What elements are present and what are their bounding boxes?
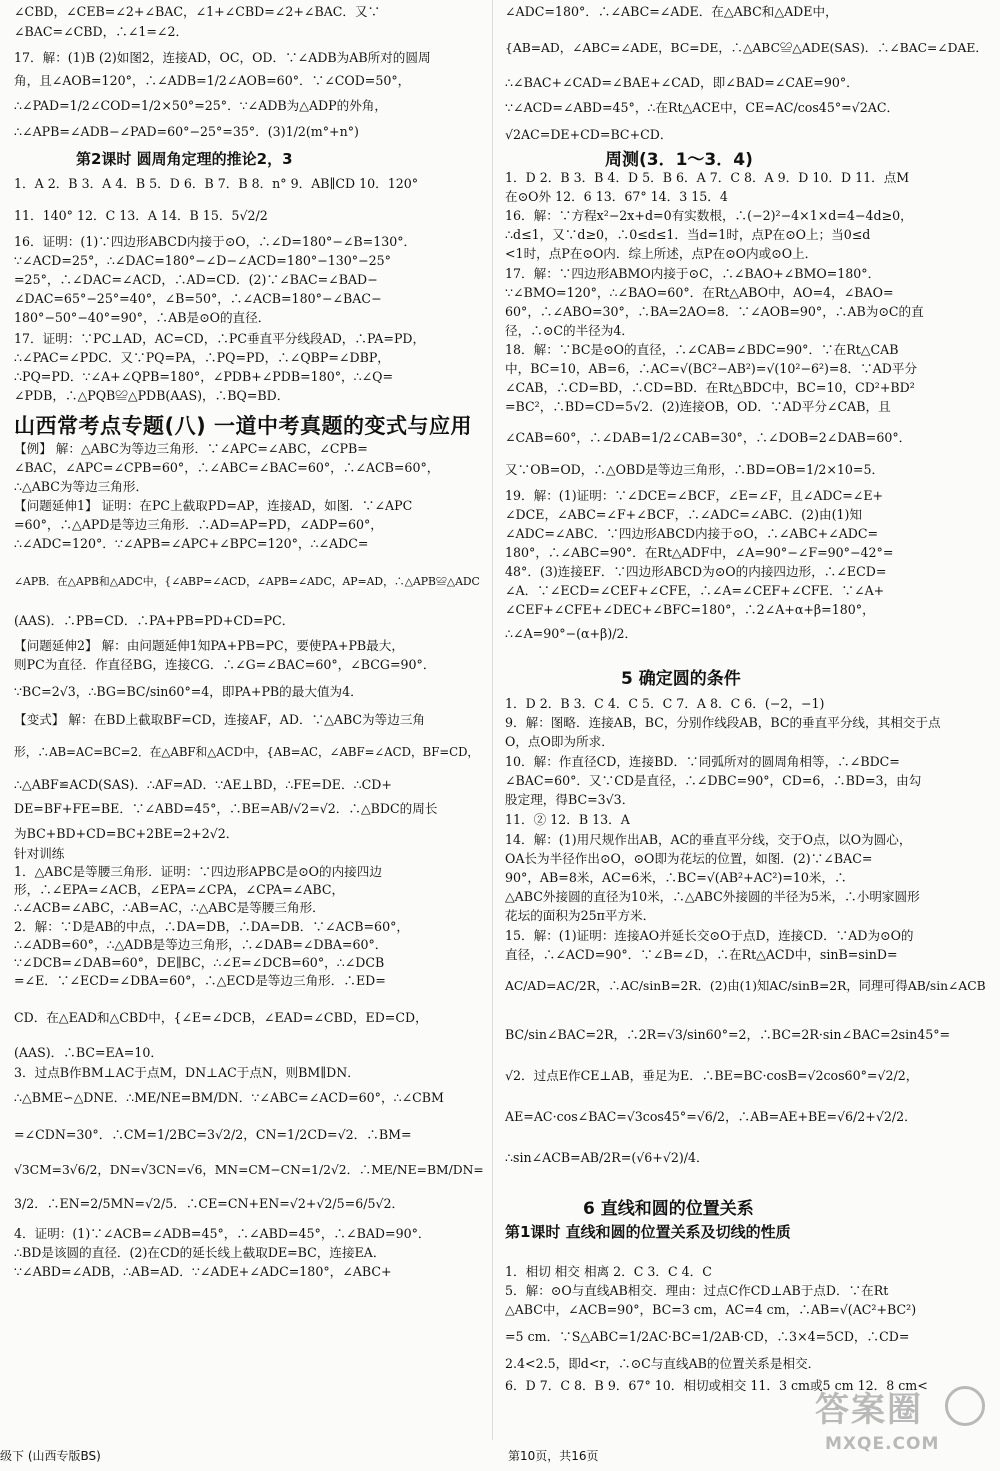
text-line: 花坛的面积为25π平方米． [505,908,656,923]
text-line: 11．② 12．B 13．A [505,812,630,827]
text-line: ∵∠DCB=∠DAB=60°，DE∥BC，∴∠E=∠DCB=60°，∴∠DCB [14,955,385,970]
text-line: ∴∠A=90°−(α+β)/2． [505,626,638,641]
text-line: 2．解：∵D是AB的中点，∴DA=DB，∴DA=DB．∵∠ACB=60°， [14,919,409,934]
text-line: ∠BAC=60°．又∵CD是直径，∴∠DBC=90°，CD=6，∴BD=3，由勾 [505,773,922,788]
text-line: ∠BAC=∠CBD，∴∠1=∠2． [14,24,189,39]
text-line: AE=AC·cos∠BAC=√3cos45°=√6/2，∴AB=AE+BE=√6/2+√2/2． [505,1109,917,1124]
text-line: 16．解：∵方程x²−2x+d=0有实数根，∴(−2)²−4×1×d=4−4d≥0， [505,208,913,223]
text-line: (AAS)．∴BC=EA=10． [14,1045,163,1060]
text-line: 股定理，得BC=3√3． [505,792,635,807]
text-line: DE=BF+FE=BE．∵∠ABD=45°，∴BE=AB/√2=√2．∴△BDC的周长 [14,801,438,816]
text-line: 90°，AB=8米，AC=6米，∴BC=√(AB²+AC²)=10米，∴ [505,870,847,885]
text-line: 【问题延伸1】 证明：在PC上截取PD=AP，连接AD，如图．∵∠APC [14,498,413,513]
text-line: 又∵OB=OD，∴△OBD是等边三角形，∴BD=OB=1/2×10=5． [505,462,885,477]
text-line: 形，∴∠EPA=∠ACB，∠EPA=∠CPA，∠CPA=∠ABC， [14,882,345,897]
text-line: =25°，∴∠DAC=∠ACD，∴AD=CD．(2)∵∠BAC=∠BAD− [14,272,378,287]
text-line: 60°，∴∠ABO=30°，∴BA=2AO=8．∵∠AOB=90°，∴AB为⊙C的直 [505,304,924,319]
text-line: ∵∠ACD=25°，∴∠DAC=180°−∠D−∠ACD=180°−130°−25° [14,253,391,268]
text-line: ∴∠ACB=∠ABC，∴AB=AC，∴△ABC是等腰三角形． [14,900,325,915]
watermark-seal-icon [945,1386,985,1426]
text-line: ∴d≤1，又∵d≥0，∴0≤d≤1．当d=1时，点P在⊙O上；当0≤d [505,227,871,242]
text-line: 3/2．∴EN=2/5MN=√2/5．∴CE=CN+EN=√2+√2/5=6/5√2． [14,1196,405,1211]
text-line: 15．解：(1)证明：连接AO并延长交⊙O于点D，连接CD．∵AD为⊙O的 [505,928,914,943]
text-line: ∠BAC，∠APC=∠CPB=60°，∴∠ABC=∠BAC=60°，∴∠ACB=60°， [14,460,440,475]
text-line: √3CM=3√6/2，DN=√3CN=√6，MN=CM−CN=1/2√2．∴ME/NE=BM/DN= [14,1163,484,1177]
text-line: <1时，点P在⊙O内．综上所述，点P在⊙O内或⊙O上． [505,246,818,261]
text-line: ∠CBD，∠CEB=∠2+∠BAC，∠1+∠CBD=∠2+∠BAC．又∵ [14,4,381,19]
section-heading: 第1课时 直线和圆的位置关系及切线的性质 [505,1223,791,1241]
text-line: ∴∠PAD=1/2∠COD=1/2×50°=25°．∵∠ADB为△ADP的外角， [14,98,387,113]
text-line: ∠PDB，∴△PQB≌△PDB(AAS)，∴BQ=BD． [14,388,290,403]
section-heading: 山西常考点专题(八) 一道中考真题的变式与应用 [14,414,473,438]
text-line: ∠CAB，∴CD=BD，∴CD=BD．在Rt△BDC中，BC=10，CD²+BD² [505,380,915,395]
text-line: =60°，∴△APD是等边三角形．∴AD=AP=PD，∠ADP=60°， [14,517,383,532]
watermark-url: MXQE.COM [825,1434,940,1454]
section-heading: 周测(3．1～3．4) [605,150,753,170]
text-line: ∠CEF+∠CFE+∠DEC+∠BFC=180°，∴2∠A+α+β=180°， [505,602,875,617]
footer-book-label: 级下 (山西专版BS) [0,1449,101,1463]
text-line: √2．过点E作CE⊥AB，垂足为E．∴BE=BC·cosB=√2cos60°=√2/2， [505,1068,919,1083]
text-line: ∠DCE，∠ABC=∠F+∠BCF，∴∠ADC=∠ABC．(2)由(1)知 [505,507,863,522]
text-line: 1．相切 相交 相离 2．C 3．C 4．C [505,1264,712,1279]
section-heading: 6 直线和圆的位置关系 [583,1199,754,1219]
text-line: △ABC中，∠ACB=90°，BC=3 cm，AC=4 cm，∴AB=√(AC²+BC²) [505,1302,917,1317]
text-line: 14．解：(1)用尺规作出AB，AC的垂直平分线，交于O点，以O为圆心， [505,832,912,847]
text-line: ∵∠ACD=∠ABD=45°，∴在Rt△ACE中，CE=AC/cos45°=√2AC． [505,100,900,115]
text-line: 16．证明：(1)∵四边形ABCD内接于⊙O，∴∠D=180°−∠B=130°． [14,234,417,249]
text-line: 针对训练 [14,846,65,861]
text-line: 11．140° 12．C 13．A 14．B 15．5√2/2 [14,208,268,223]
text-line: 6．D 7．C 8．B 9．67° 10．相切或相交 11．3 cm或5 cm 12．8 cm< [505,1378,928,1393]
text-line: =BC²，∴BD=CD=5√2．(2)连接OB，OD．∵AD平分∠CAB，且 [505,399,891,414]
text-line: ∠CAB=60°，∴∠DAB=1/2∠CAB=30°，∴∠DOB=2∠DAB=60°． [505,430,912,445]
text-line: OA长为半径作出⊙O，⊙O即为花坛的位置，如图．(2)∵∠BAC= [505,851,873,866]
text-line: 1．D 2．B 3．B 4．D 5．B 6．A 7．C 8．A 9．D 10．D 11．点M [505,170,910,185]
text-line: ∴∠ADB=60°，∴△ADB是等边三角形，∴∠DAB=∠DBA=60°． [14,937,388,952]
text-line: =∠CDN=30°．∴CM=1/2BC=3√2/2，CN=1/2CD=√2．∴BM= [14,1127,412,1142]
text-line: ∵∠BMO=120°，∴∠BAO=60°．在Rt△ABO中，AO=4，∠BAO= [505,285,894,300]
text-line: (AAS)．∴PB=CD．∴PA+PB=PD+CD=PC． [14,613,295,628]
text-line: ∴△ABC为等边三角形． [14,479,149,494]
text-line: 【问题延伸2】 解：由问题延伸1知PA+PB=PC，要使PA+PB最大， [14,638,404,653]
text-line: ∴∠PAC=∠PDC．又∵PQ=PA，∴PQ=PD，∴∠QBP=∠DBP， [14,350,390,365]
text-line: 1．△ABC是等腰三角形．证明：∵四边形APBC是⊙O的内接四边 [14,864,382,879]
section-heading: 5 确定圆的条件 [621,669,741,689]
text-line: 180°，∴∠ABC=90°．在Rt△ADF中，∠A=90°−∠F=90°−42°= [505,545,894,560]
text-line: ∵BC=2√3，∴BG=BC/sin60°=4，即PA+PB的最大值为4． [14,684,363,699]
watermark-logo [805,1380,985,1464]
text-line: ∵∠ABD=∠ADB，∴AB=AD．∵∠ADE+∠ADC=180°，∠ABC+ [14,1264,392,1279]
text-line: =5 cm．∵S△ABC=1/2AC·BC=1/2AB·CD，∴3×4=5CD，∴CD= [505,1329,910,1344]
text-line: 则PC为直径．作直径BG，连接CG．∴∠G=∠BAC=60°，∠BCG=90°． [14,657,436,672]
text-line: O，点O即为所求． [505,734,614,749]
text-line: 1．A 2．B 3．A 4．B 5．D 6．B 7．B 8．n° 9．AB∥CD 10．120° [14,176,419,191]
text-line: 【例】 解：△ABC为等边三角形．∵∠APC=∠ABC，∠CPB= [14,441,368,456]
text-line: ∠ADC=∠ABC．∵四边形ABCD内接于⊙O，∴∠ABC+∠ADC= [505,526,879,541]
text-line: 中，BC=10，AB=6，∴AC=√(BC²−AB²)=√(10²−6²)=8．∵AD平分 [505,361,918,376]
text-line: 19．解：(1)证明：∵∠DCE=∠BCF，∠E=∠F，且∠ADC=∠E+ [505,488,884,503]
text-line: 18．解：∵BC是⊙O的直径，∴∠CAB=∠BDC=90°．∵在Rt△CAB [505,342,899,357]
watermark-title: 答案圈 [815,1390,923,1430]
text-line: ∠A．∵∠ECD=∠CEF+∠CFE，∴∠A=∠CEF+∠CFE．∵∠A+ [505,583,885,598]
text-line: 10．解：作直径CD，连接BD．∵同弧所对的圆周角相等，∴∠BDC= [505,754,900,769]
text-line: 为BC+BD+CD=BC+2BE=2+2√2． [14,826,239,841]
text-line: 5．解：⊙O与直线AB相交．理由：过点C作CD⊥AB于点D．∵在Rt [505,1283,889,1298]
text-line: ∴△ABF≌ACD(SAS)．∴AF=AD．∵AE⊥BD，∴FE=DE．∴CD+ [14,777,392,792]
text-line: ∴△BME∽△DNE．∴ME/NE=BM/DN．∵∠ABC=∠ACD=60°，∴∠CBM [14,1090,444,1105]
text-line: △ABC外接圆的直径为10米，∴△ABC外接圆的半径为5米，∴小明家圆形 [505,889,920,904]
text-line: 3．过点B作BM⊥AC于点M，DN⊥AC于点N，则BM∥DN． [14,1065,360,1080]
text-line: 形，∴AB=AC=BC=2．在△ABF和△ACD中，{AB=AC，∠ABF=∠ACD，BF=CD， [14,745,480,759]
text-line: 4．证明：(1)∵∠ACB=∠ADB=45°，∴∠ABD=45°，∴∠BAD=90°． [14,1226,431,1241]
text-line: 180°−50°−40°=90°，∴AB是⊙O的直径． [14,310,271,325]
text-line: {AB=AD，∠ABC=∠ADE，BC=DE，∴△ABC≌△ADE(SAS)．∴∠BAC=∠DAE． [505,41,988,55]
text-line: ∴∠BAC+∠CAD=∠BAE+∠CAD，即∠BAD=∠CAE=90°． [505,75,859,90]
text-line: ∴∠ADC=120°．∵∠APB=∠APC+∠BPC=120°，∴∠ADC= [14,536,369,551]
text-line: 17．解：∵四边形ABMO内接于⊙C，∴∠BAO+∠BMO=180°． [505,266,881,281]
text-line: √2AC=DE+CD=BC+CD． [505,127,673,142]
text-line: 48°．(3)连接EF．∵四边形ABCD为⊙O的内接四边形，∴∠ECD= [505,564,887,579]
text-line: CD．在△EAD和△CBD中，{∠E=∠DCB，∠EAD=∠CBD，ED=CD， [14,1010,428,1025]
text-line: 径，∴⊙C的半径为4． [505,323,634,338]
text-line: ∠APB．在△APB和△ADC中，{∠ABP=∠ACD，∠APB=∠ADC，AP=AD，∴△APB≌△ADC [14,575,480,588]
text-line: AC/AD=AC/2R，∴AC/sinB=2R．(2)由(1)知AC/sinB=2R，同理可得AB/sin∠ACB [505,979,986,993]
footer-page-number: 第10页，共16页 [508,1449,599,1463]
column-divider [492,0,493,1440]
text-line: 17．证明：∵PC⊥AD，AC=CD，∴PC垂直平分线段AD，∴PA=PD， [14,331,426,346]
text-line: =∠E．∵∠ECD=∠DBA=60°，∴△ECD是等边三角形．∴ED= [14,973,386,988]
section-heading: 第2课时 圆周角定理的推论2，3 [76,150,293,168]
text-line: 17．解：(1)B (2)如图2，连接AD，OC，OD．∵∠ADB为AB所对的圆周 [14,50,431,65]
text-line: 2.4<2.5，即d<r，∴⊙C与直线AB的位置关系是相交． [505,1356,821,1371]
text-line: ∴∠APB=∠ADB−∠PAD=60°−25°=35°．(3)1/2(m°+n°) [14,124,359,139]
text-line: 角，且∠AOB=120°，∴∠ADB=1/2∠AOB=60°．∵∠COD=50°， [14,73,411,88]
text-line: ∴sin∠ACB=AB/2R=(√6+√2)/4． [505,1150,709,1165]
text-line: ∴BD是该圆的直径．(2)在CD的延长线上截取DE=BC，连接EA． [14,1245,386,1260]
text-line: ∴PQ=PD．∵∠A+∠QPB=180°，∠PDB+∠PDB=180°，∴∠Q= [14,369,394,384]
text-line: 直径，∴∠ACD=90°．∵∠B=∠D，∴在Rt△ACD中，sinB=sinD= [505,947,898,962]
text-line: 1．D 2．B 3．C 4．C 5．C 7．A 8．C 6．(−2，−1) [505,696,825,711]
text-line: 在⊙O外 12．6 13．67° 14．3 15．4 [505,189,728,204]
text-line: ∠ADC=180°．∴∠ABC=∠ADE．在△ABC和△ADE中， [505,4,838,19]
text-line: BC/sin∠BAC=2R，∴2R=√3/sin60°=2，∴BC=2R·sin∠BAC=2sin45°= [505,1027,951,1042]
text-line: ∠DAC=65°−25°=40°，∠B=50°，∴∠ACB=180°−∠BAC− [14,291,382,306]
text-line: 【变式】 解：在BD上截取BF=CD，连接AF，AD．∵△ABC为等边三角 [14,712,426,727]
text-line: 9．解：图略．连接AB，BC，分别作线段AB，BC的垂直平分线，其相交于点 [505,715,941,730]
